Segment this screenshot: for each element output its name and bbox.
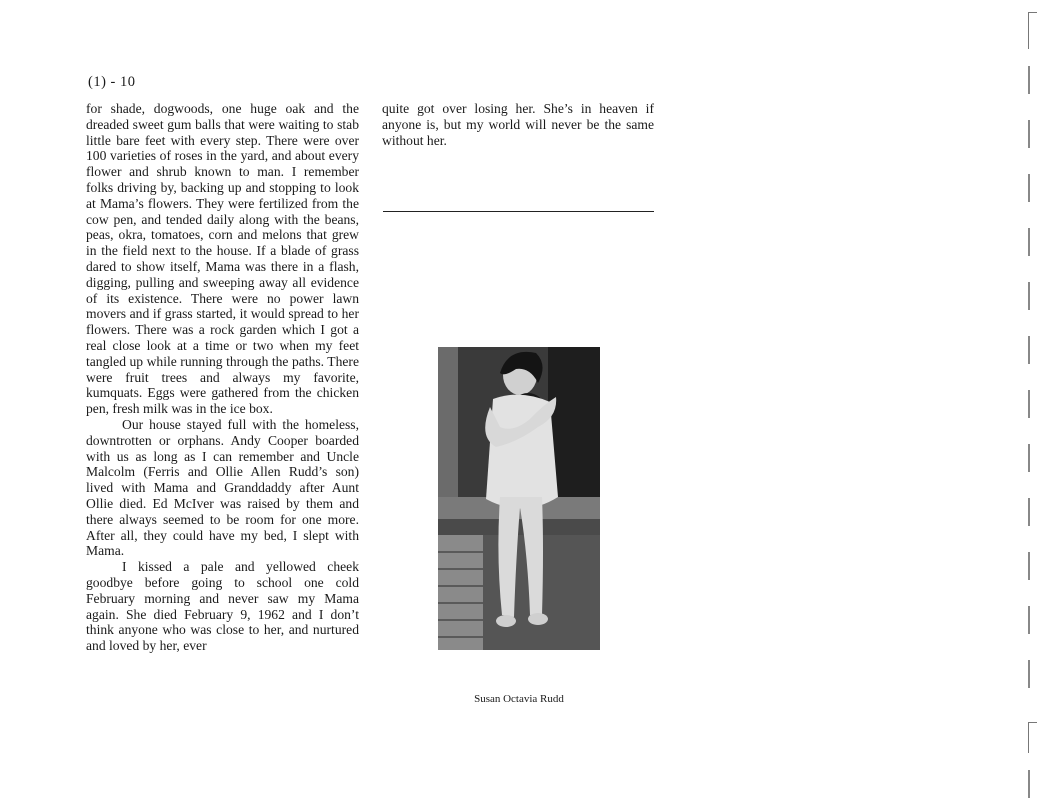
edge-mark xyxy=(1028,66,1030,94)
edge-mark xyxy=(1028,282,1030,310)
page-edge-marks xyxy=(1022,0,1051,811)
photo-porch-edge xyxy=(438,519,600,535)
edge-mark xyxy=(1028,390,1030,418)
left-paragraph-1: for shade, dogwoods, one huge oak and the dreaded sweet gum balls that were waiting to stab little bare feet with every step. There were over 100 varieties of roses in the yard, and about every flower and shrub known to man. I remember folks driving by, backing up and stopping to look at Mama’s flowers. They were fertilized from the cow pen, and tended daily along with the beans, peas, okra, tomatoes, corn and melons that grew in the field next to the house. If a blade of grass dared to show itself, Mama was there in a flash, digging, pulling and sweeping away all evidence of its existence. There were no power lawn movers and if grass started, it would spread to her flowers. There was a rock garden which I got a real close look at a time or two when my feet tangled up while running through the paths. There were fruit trees and always my favorite, kumquats. Eggs were gathered from the chicken pen, fresh milk was in the ice box. xyxy=(86,101,359,417)
edge-mark xyxy=(1028,660,1030,688)
edge-mark xyxy=(1028,444,1030,472)
left-text-column xyxy=(86,101,359,654)
edge-mark xyxy=(1028,606,1030,634)
edge-mark xyxy=(1028,552,1030,580)
edge-mark xyxy=(1028,336,1030,364)
right-text-column xyxy=(382,101,654,148)
photo-right-foot xyxy=(528,613,548,625)
left-paragraph-3: I kissed a pale and yellowed cheek goodbye before going to school one cold February morning and never saw my Mama again. She died February 9, 1962 and I don’t think anyone who was close to her, and nurtured and loved by her, ever xyxy=(86,559,359,654)
corner-mark-lower xyxy=(1028,722,1037,753)
section-divider xyxy=(383,211,654,212)
edge-mark xyxy=(1028,498,1030,526)
edge-mark xyxy=(1028,174,1030,202)
edge-mark xyxy=(1028,770,1030,798)
photo-wall xyxy=(438,347,458,497)
edge-mark xyxy=(1028,120,1030,148)
edge-mark xyxy=(1028,228,1030,256)
corner-mark-top xyxy=(1028,12,1037,49)
left-paragraph-2: Our house stayed full with the homeless, downtrotten or orphans. Andy Cooper boarded with us as long as I can remember and Uncle Malcolm (Ferris and Ollie Allen Rudd’s son) lived with Mama and Granddaddy after Aunt Ollie died. Ed McIver was raised by them and there always seemed to be room for one more. After all, they could have my bed, I slept with Mama. xyxy=(86,416,359,559)
photo-illustration xyxy=(438,347,600,650)
photo-left-foot xyxy=(496,615,516,627)
right-paragraph-1: quite got over losing her. She’s in heaven if anyone is, but my world will never be the same without her. xyxy=(382,101,654,148)
page-number: (1) - 10 xyxy=(88,74,136,90)
photograph xyxy=(438,347,600,650)
photo-caption: Susan Octavia Rudd xyxy=(474,693,564,705)
